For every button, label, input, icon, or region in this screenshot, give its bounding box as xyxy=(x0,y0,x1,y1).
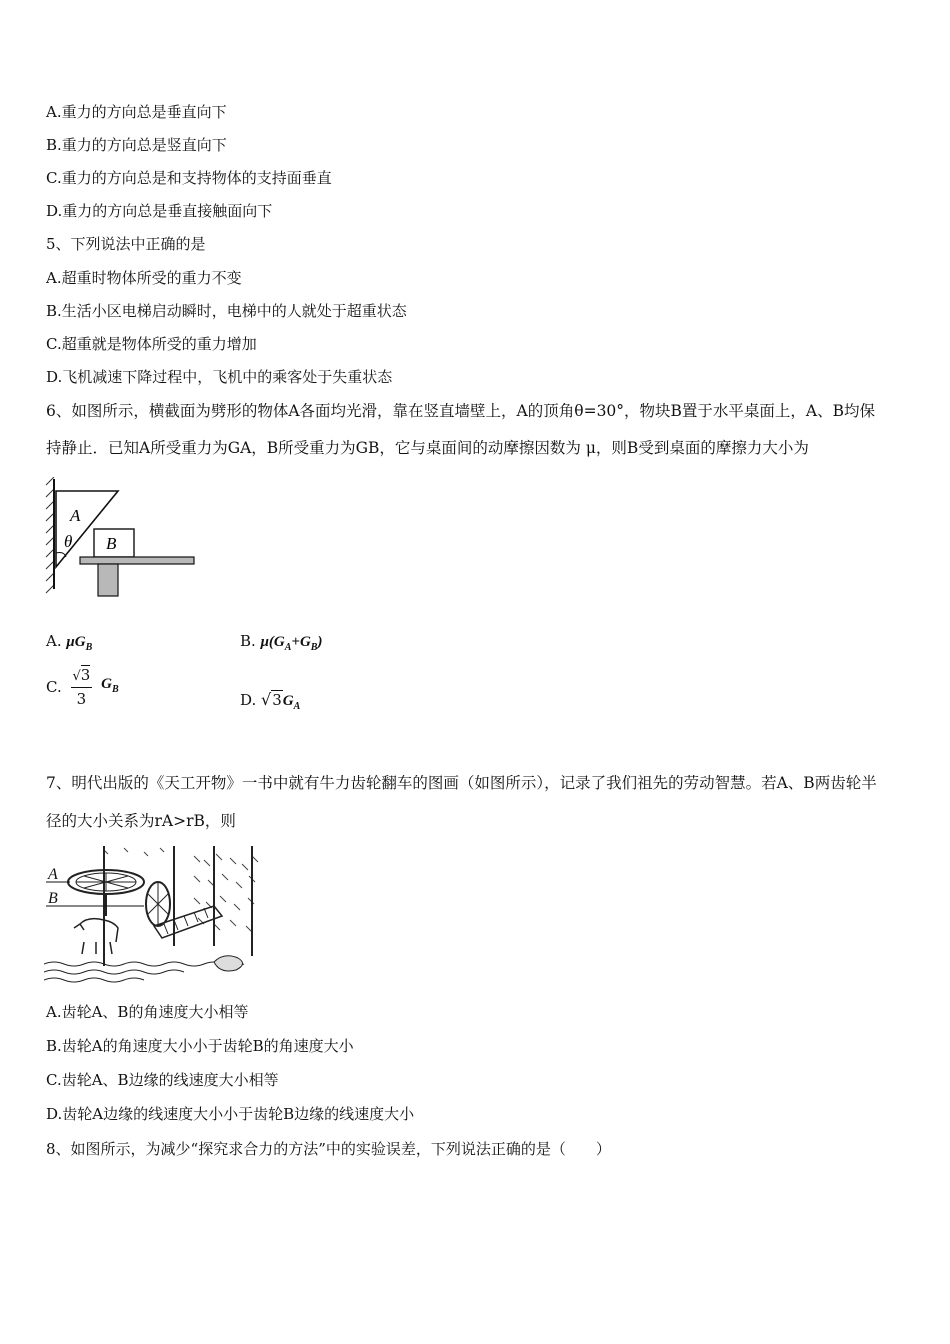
q7-stem-line1: 7、明代出版的《天工开物》一书中就有牛力齿轮翻车的图画（如图所示），记录了我们祖先的劳动智慧。若A、B两齿轮半 xyxy=(46,774,877,792)
label-a: A xyxy=(70,506,81,525)
q7-option-a: A.齿轮A、B的角速度大小相等 xyxy=(46,1003,249,1021)
q6-option-a: A. $\mu G_B$ xyxy=(46,632,93,653)
q4-option-b: B.重力的方向总是竖直向下 xyxy=(46,136,227,154)
q5-option-a: A.超重时物体所受的重力不变 xyxy=(46,269,242,287)
q7-option-c: C.齿轮A、B边缘的线速度大小相等 xyxy=(46,1071,279,1089)
q4-option-a: A.重力的方向总是垂直向下 xyxy=(46,103,227,121)
q7-option-d: D.齿轮A边缘的线速度大小小于齿轮B边缘的线速度大小 xyxy=(46,1105,415,1123)
q7-gear-illustration xyxy=(44,846,262,990)
label-theta: θ xyxy=(64,532,73,551)
fraction: $\frac{√3}{3}$ xyxy=(72,666,91,708)
q8-stem: 8、如图所示，为减少“探究求合力的方法”中的实验误差，下列说法正确的是（ ） xyxy=(46,1140,611,1158)
q4-option-c: C.重力的方向总是和支持物体的支持面垂直 xyxy=(46,169,332,187)
label-b: B xyxy=(106,534,117,553)
q6-option-b: B. $\mu(G_A+G_B)$ xyxy=(240,632,323,653)
q6-option-d: D. $√3G_A$ xyxy=(240,690,301,712)
table-top xyxy=(80,557,194,564)
label-a: A xyxy=(48,866,58,883)
table-leg xyxy=(98,564,118,596)
q7-stem-line2: 径的大小关系为rA>rB，则 xyxy=(46,812,236,830)
q5-option-c: C.超重就是物体所受的重力增加 xyxy=(46,335,257,353)
label-b: B xyxy=(48,890,58,907)
q6-stem-line2: 持静止．已知A所受重力为GA，B所受重力为GB，它与桌面间的动摩擦因数为 μ，则B受到桌面的摩擦力大小为 xyxy=(46,439,809,457)
q7-option-b: B.齿轮A的角速度大小小于齿轮B的角速度大小 xyxy=(46,1037,354,1055)
q6-option-c: C. $\frac{√3}{3}$ $G_B$ xyxy=(46,666,119,708)
q5-option-d: D.飞机减速下降过程中，飞机中的乘客处于失重状态 xyxy=(46,368,393,386)
q6-wedge-figure xyxy=(44,477,200,599)
q5-stem: 5、下列说法中正确的是 xyxy=(46,235,206,253)
wall-hatching xyxy=(46,477,54,593)
q5-option-b: B.生活小区电梯启动瞬时，电梯中的人就处于超重状态 xyxy=(46,302,407,320)
q6-stem-line1: 6、如图所示，横截面为劈形的物体A各面均光滑，靠在竖直墙壁上，A的顶角θ=30°，物块B置于水平桌面上，A、B均保 xyxy=(46,402,876,420)
q4-option-d: D.重力的方向总是垂直接触面向下 xyxy=(46,202,273,220)
